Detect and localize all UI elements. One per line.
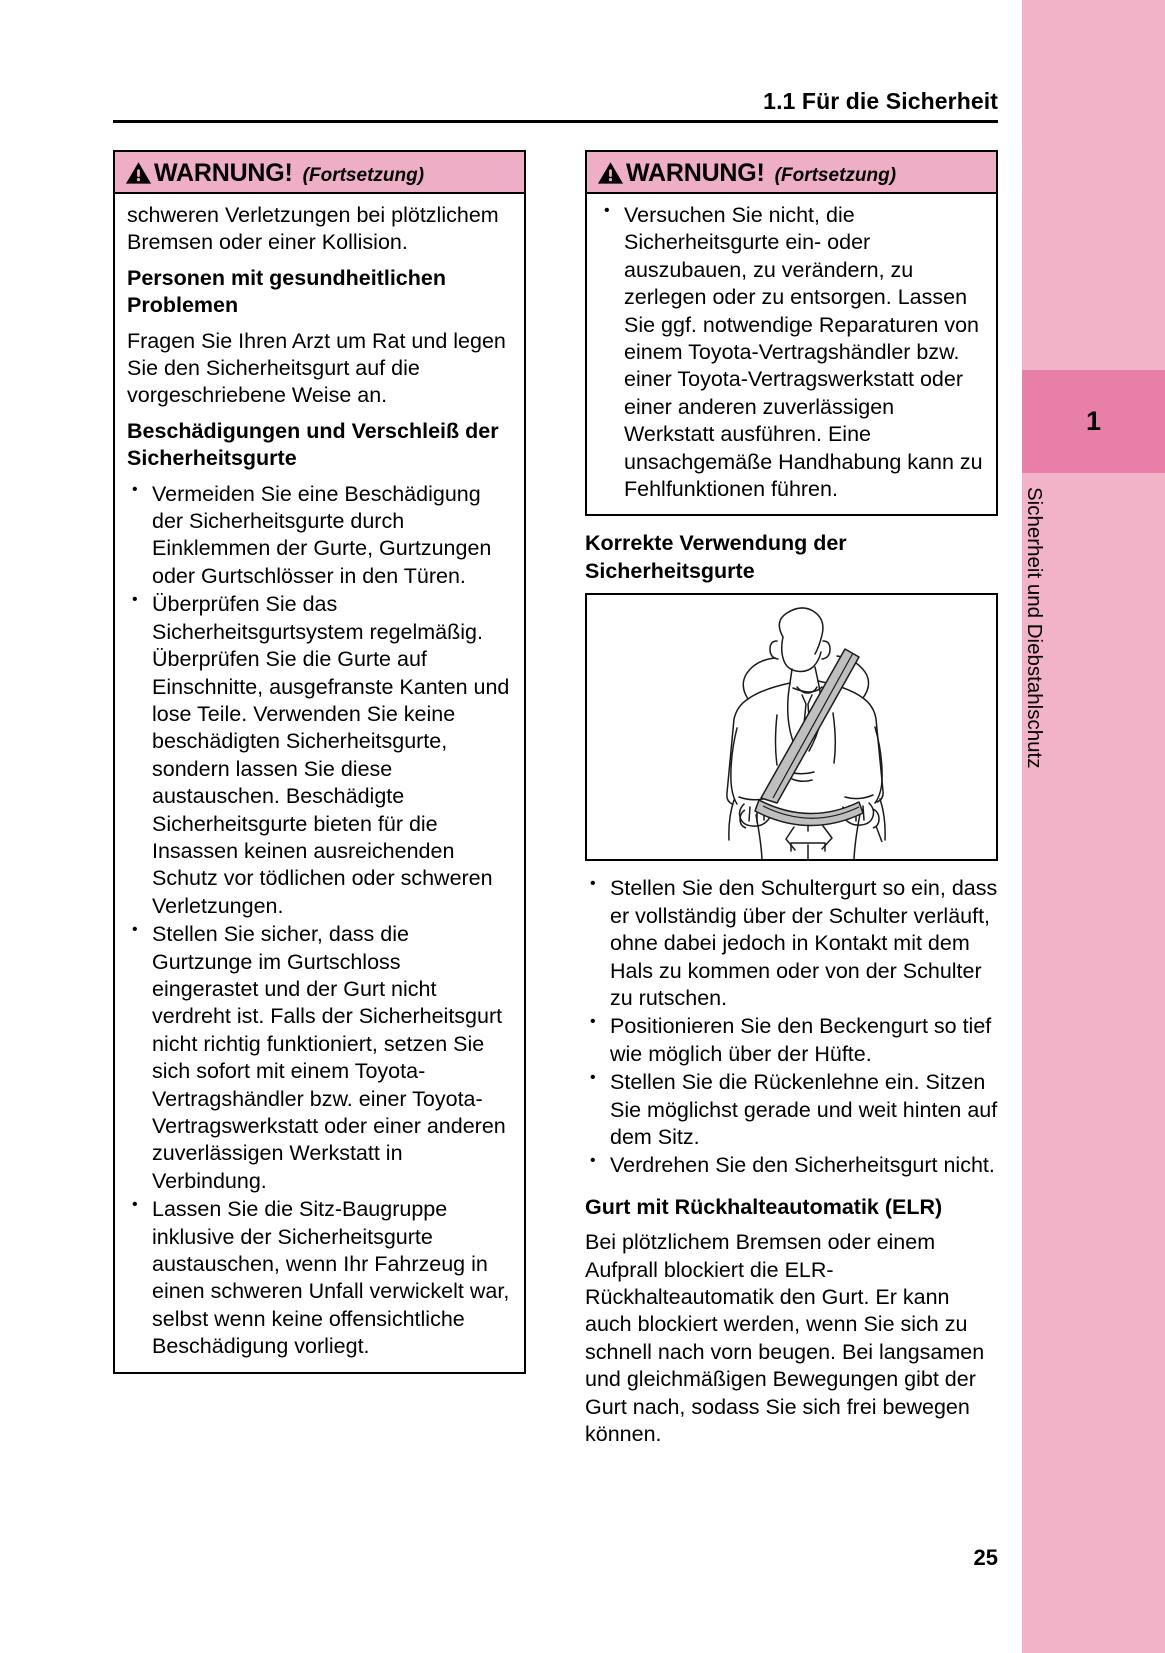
warning-bullet-list-right [599, 202, 984, 503]
warning-box-header [115, 152, 524, 194]
paragraph-ask-doctor: Fragen Sie Ihren Arzt um Rat und legen Sie den Sicherheitsgurt auf die vorgeschriebene Weise an. [127, 328, 506, 408]
paragraph-elr: Bei plötzlichem Bremsen oder einem Aufprall blockiert die ELR-Rückhalteautomatik den Gurt. Er kann auch blockiert werden, wenn Sie sich zu schnell nach vorn beugen. Bei langsamen und gleichmäßigen Bewegungen gibt der Gurt nach, sodass Sie sich frei bewegen können. [585, 1230, 985, 1446]
list-item: • Verdrehen Sie den Sicherheitsgurt nicht. [585, 1152, 998, 1179]
chapter-title-vertical [1022, 481, 1046, 769]
chapter-number: 1 [1085, 406, 1102, 436]
warning-triangle-icon [125, 161, 152, 185]
seated-occupant-with-seatbelt-illustration [585, 593, 998, 861]
left-column [113, 150, 526, 1374]
list-item: • Stellen Sie die Rückenlehne ein. Sitzen Sie möglichst gerade und weit hinten auf dem Sitz. [585, 1069, 998, 1151]
warning-title: WARNUNG! [626, 159, 765, 187]
warning-intro-text: schweren Verletzungen bei plötzlichem Bremsen oder einer Kollision. [127, 203, 499, 255]
chapter-title-text: Sicherheit und Diebstahlschutz [1023, 487, 1046, 769]
right-column [585, 150, 998, 1458]
heading-elr: Gurt mit Rückhalteautomatik (ELR) [585, 1194, 943, 1219]
list-item: • Stellen Sie sicher, dass die Gurtzunge im Gurtschloss eingerastet und der Gurt nicht verdreht ist. Falls der Sicherheitsgurt nicht richtig funktioniert, setzen Sie sich sofort mit einem Toyota-Vertragshändler bzw. einer Toyota-Vertragswerkstatt oder einer anderen zuverlässigen Werkstatt in Verbindung. [127, 921, 512, 1195]
list-item: • Positionieren Sie den Beckengurt so tief wie möglich über der Hüfte. [585, 1013, 998, 1068]
list-item: • Stellen Sie den Schultergurt so ein, dass er vollständig über der Schulter verläuft, ohne dabei jedoch in Kontakt mit dem Hals zu kommen oder von der Schulter zu rutschen. [585, 875, 998, 1012]
warning-bullet-list-left [127, 481, 512, 1361]
warning-title: WARNUNG! [154, 159, 293, 187]
warning-continuation-label: (Fortsetzung) [302, 165, 425, 186]
subheading-damage-wear: Beschädigungen und Verschleiß der Sicherheitsgurte [127, 418, 499, 471]
chapter-tab-strip [1022, 0, 1165, 1653]
usage-bullet-list [585, 875, 998, 1179]
subheading-health-problems: Personen mit gesundheitlichen Problemen [127, 265, 446, 318]
page-number: 25 [973, 1545, 998, 1570]
warning-box-body [587, 194, 996, 514]
warning-box-right [585, 150, 998, 516]
section-heading-correct-use: Korrekte Verwendung der Sicherheitsgurte [585, 531, 847, 583]
list-item: • Versuchen Sie nicht, die Sicherheitsgurte ein- oder auszubauen, zu verändern, zu zerlegen oder zu entsorgen. Lassen Sie ggf. notwendige Reparaturen von einem Toyota-Vertragshändler bzw. einer Toyota-Vertragswerkstatt oder einer anderen zuverlässigen Werkstatt ausführen. Eine unsachgemäße Handhabung kann zu Fehlfunktionen führen. [599, 202, 984, 503]
warning-box-header [587, 152, 996, 194]
warning-box-body [115, 194, 524, 1372]
warning-box-left [113, 150, 526, 1374]
warning-continuation-label: (Fortsetzung) [774, 165, 897, 186]
header-divider-rule [113, 120, 998, 123]
list-item: • Lassen Sie die Sitz-Baugruppe inklusive der Sicherheitsgurte austauschen, wenn Ihr Fahrzeug in einen schweren Unfall verwickelt war, selbst wenn keine offensichtliche Beschädigung vorliegt. [127, 1196, 512, 1360]
chapter-number-block [1022, 370, 1165, 473]
list-item: • Überprüfen Sie das Sicherheitsgurtsystem regelmäßig. Überprüfen Sie die Gurte auf Einschnitte, ausgefranste Kanten und lose Teile. Verwenden Sie keine beschädigten Sicherheitsgurte, sondern lassen Sie diese austauschen. Beschädigte Sicherheitsgurte bieten für die Insassen keinen ausreichenden Schutz vor tödlichen oder schweren Verletzungen. [127, 591, 512, 920]
warning-triangle-icon [597, 161, 624, 185]
page-header-section-title: 1.1 Für die Sicherheit [763, 88, 998, 114]
list-item: • Vermeiden Sie eine Beschädigung der Sicherheitsgurte durch Einklemmen der Gurte, Gurtzungen oder Gurtschlösser in den Türen. [127, 481, 512, 591]
